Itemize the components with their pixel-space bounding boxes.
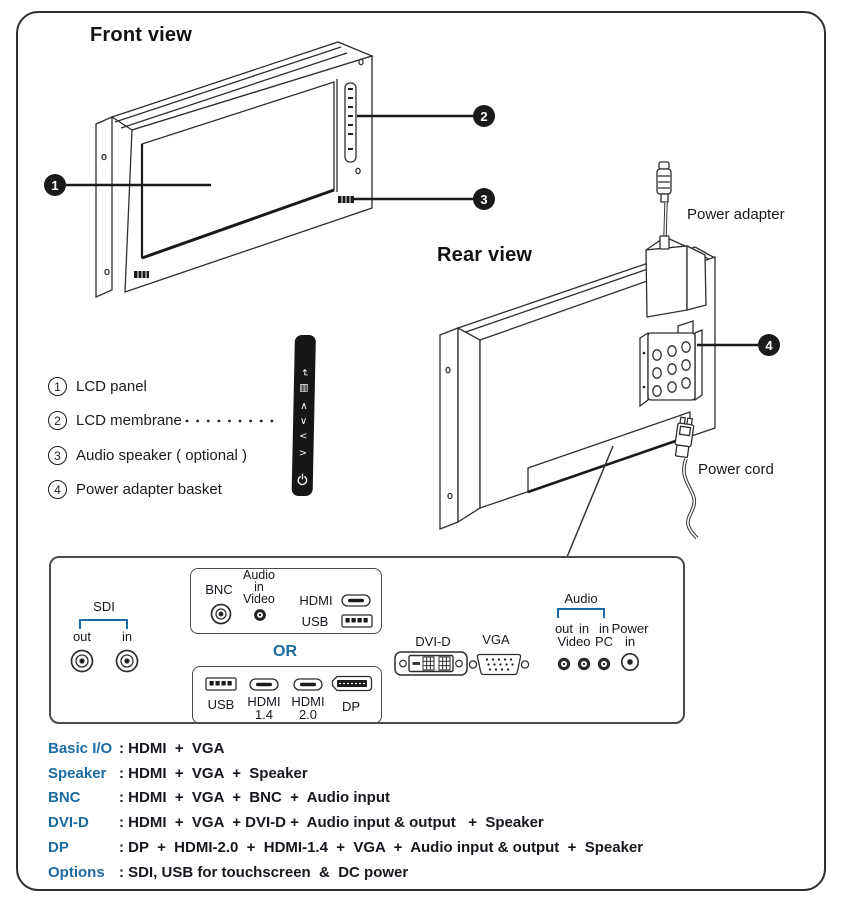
hdmi-20-port-icon (294, 679, 322, 690)
config-value: : HDMI + VGA + DVI-D + Audio input & output + Speaker (119, 814, 544, 832)
legend-label: Audio speaker ( optional ) (76, 447, 247, 464)
audio-in-video-label-3: Video (243, 592, 275, 606)
or-label: OR (273, 643, 297, 660)
legend-item-lcd-membrane (48, 411, 182, 430)
config-value: : HDMI + VGA + BNC + Audio input (119, 789, 390, 807)
hdmi14-label-1: HDMI (247, 694, 281, 709)
config-row-speaker (48, 761, 818, 786)
power-cord-label: Power cord (698, 461, 774, 478)
config-value: : HDMI + VGA (119, 739, 225, 757)
legend-number: 3 (48, 446, 67, 465)
power-word-label: Power (611, 621, 649, 636)
audio-in-pc-jack-icon (598, 658, 610, 670)
hdmi-label: HDMI (299, 593, 333, 608)
callout-2: 2 (473, 105, 495, 127)
io-panel (49, 556, 685, 724)
legend-label: Power adapter basket (76, 481, 222, 498)
config-value: : SDI, USB for touchscreen & DC power (119, 863, 409, 881)
config-value: : DP + HDMI-2.0 + HDMI-1.4 + VGA + Audio input & output + Speaker (119, 839, 644, 857)
config-row-dp (48, 835, 818, 860)
legend-item-lcd-panel (48, 377, 147, 396)
config-row-dvid (48, 810, 818, 835)
bnc-connector-icon (212, 605, 231, 624)
audio-out-label: out (554, 621, 574, 636)
audio-in-video-label-2: in (254, 580, 264, 594)
usb-label: USB (301, 614, 329, 629)
dvid-label: DVI-D (415, 634, 451, 649)
config-label: DP (48, 839, 69, 857)
dp-label: DP (341, 699, 361, 714)
membrane-keypad-illustration (288, 332, 324, 502)
bnc-label: BNC (205, 582, 233, 597)
config-row-options (48, 860, 818, 885)
configuration-list (48, 736, 818, 885)
callout-3: 3 (473, 188, 495, 210)
keypad-up-icon: ∧ (300, 401, 308, 412)
power-in-connector-icon (622, 654, 638, 670)
legend-label: LCD membrane (76, 412, 182, 429)
keypad-down-icon: ∨ (299, 416, 308, 427)
vga-label: VGA (482, 632, 510, 647)
legend-item-power-basket (48, 480, 222, 499)
config-label: Options (48, 863, 105, 881)
power-in-word-label: in (624, 634, 636, 649)
hdmi20-label-1: HDMI (291, 694, 325, 709)
power-adapter-label: Power adapter (687, 206, 785, 223)
callout-4: 4 (758, 334, 780, 356)
config-row-bnc (48, 786, 818, 811)
legend-item-audio-speaker (48, 446, 247, 465)
video-word-label: Video (557, 634, 591, 649)
usb-port-icon (206, 678, 236, 690)
front-view-title: Front view (90, 24, 193, 46)
audio-in2-label: in (598, 621, 610, 636)
sdi-out-connector-icon (72, 651, 93, 672)
sdi-bracket (79, 619, 128, 629)
audio-out-video-jack-icon (558, 658, 570, 670)
legend-label: LCD panel (76, 378, 147, 395)
vga-connector-icon (469, 655, 528, 675)
audio-bracket (557, 608, 605, 618)
keypad-left-icon: < (299, 431, 308, 442)
config-label: Speaker (48, 764, 107, 782)
sdi-label: SDI (93, 599, 115, 614)
sdi-out-label: out (72, 629, 92, 644)
pc-word-label: PC (594, 634, 614, 649)
hdmi14-label-2: 1.4 (254, 707, 274, 722)
config-value: : HDMI + VGA + Speaker (119, 764, 308, 782)
config-label: DVI-D (48, 814, 89, 832)
audio-in-video-jack-icon (256, 611, 265, 620)
usb2-label: USB (207, 697, 235, 712)
config-label: Basic I/O (48, 739, 113, 757)
rear-view-title: Rear view (437, 244, 533, 266)
hdmi-14-port-icon (250, 679, 278, 690)
usb-port-icon (342, 615, 372, 627)
sdi-in-label: in (121, 629, 133, 644)
config-label: BNC (48, 789, 81, 807)
audio-in-video-label-1: Audio (243, 568, 275, 582)
hdmi20-label-2: 2.0 (298, 707, 318, 722)
dp-port-icon (333, 677, 372, 691)
panel-leader-line (567, 446, 613, 557)
keypad-return-icon: ↵ (298, 368, 310, 378)
legend-number: 1 (48, 377, 67, 396)
audio-group-label: Audio (564, 591, 598, 606)
audio-in1-label: in (578, 621, 590, 636)
legend-number: 2 (48, 411, 67, 430)
dvi-d-connector-icon (395, 652, 467, 675)
callout-1: 1 (44, 174, 66, 196)
audio-in-video-jack-icon (578, 658, 590, 670)
hdmi-port-icon (342, 595, 370, 606)
legend-number: 4 (48, 480, 67, 499)
config-row-basic-io (48, 736, 818, 761)
keypad-right-icon: > (298, 448, 308, 459)
callout-lines (66, 116, 758, 345)
keypad-menu-icon: ▤ (298, 383, 310, 393)
sdi-in-connector-icon (117, 651, 138, 672)
